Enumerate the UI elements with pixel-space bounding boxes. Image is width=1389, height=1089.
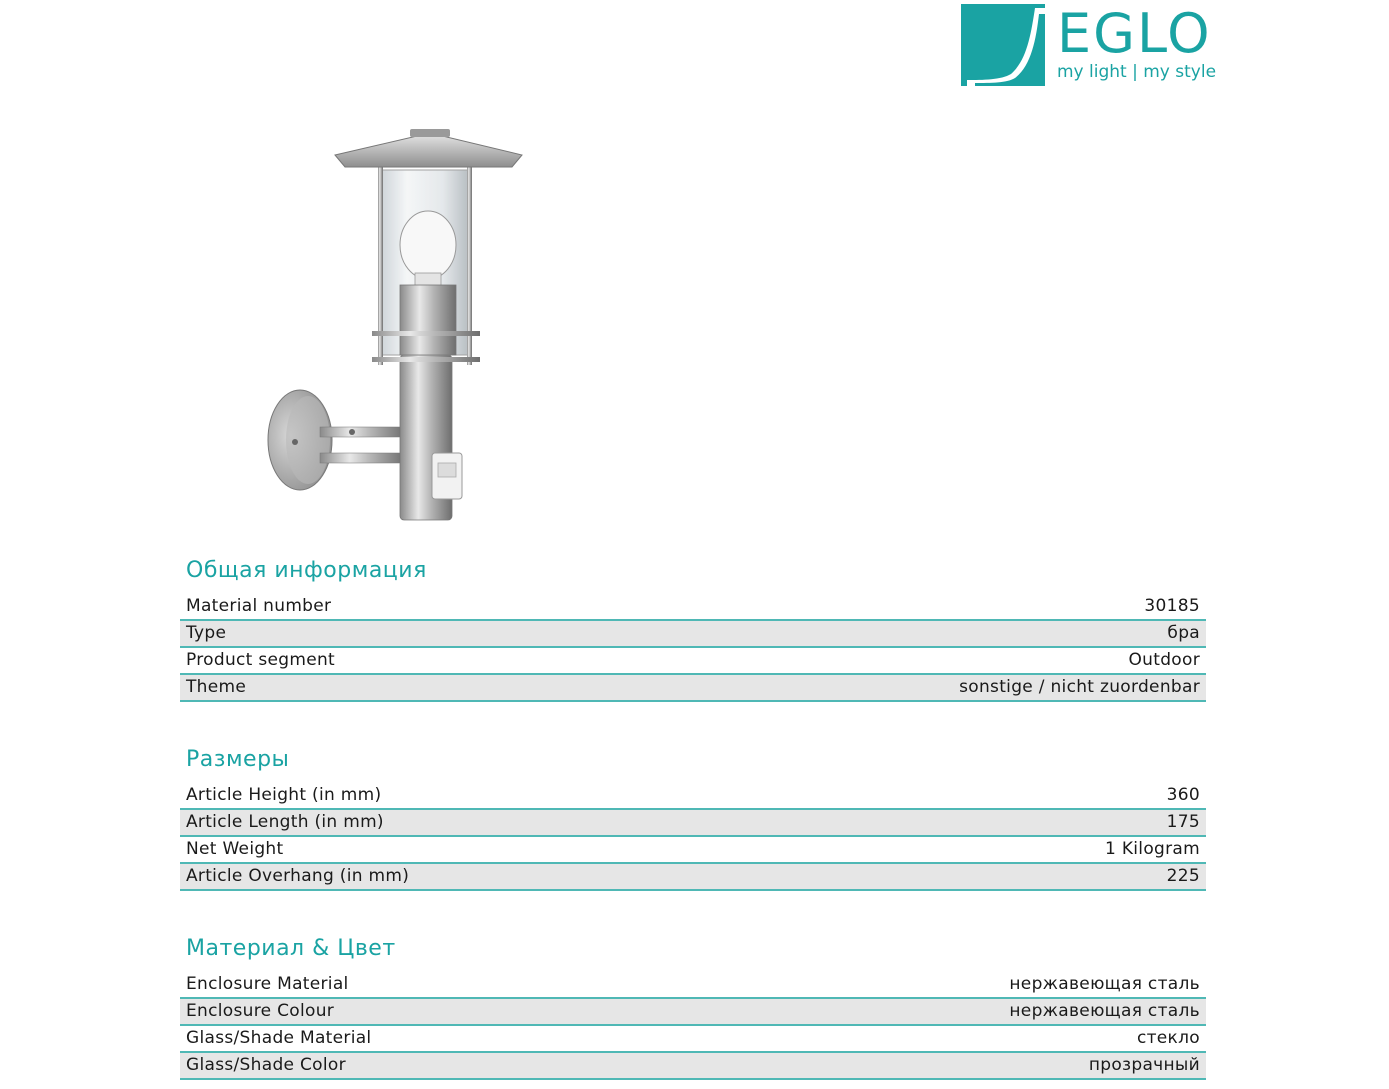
table-row [180, 837, 1206, 864]
table-row [180, 648, 1206, 675]
row-label: Theme [186, 677, 247, 697]
row-value: Outdoor [1128, 650, 1200, 670]
row-value: стекло [1136, 1028, 1200, 1048]
row-label: Enclosure Colour [186, 1001, 335, 1021]
table-row [180, 864, 1206, 891]
row-label: Material number [186, 596, 332, 616]
row-value: прозрачный [1088, 1055, 1200, 1075]
row-value: 30185 [1144, 596, 1200, 616]
row-value: 1 Kilogram [1105, 839, 1200, 859]
table-row [180, 972, 1206, 999]
table-row [180, 675, 1206, 702]
row-label: Article Height (in mm) [186, 785, 382, 805]
material-color-section [180, 934, 1206, 1080]
section-title: Общая информация [186, 558, 427, 583]
eglo-logo-icon [961, 4, 1045, 86]
row-label: Enclosure Material [186, 974, 349, 994]
row-value: sonstige / nicht zuordenbar [959, 677, 1200, 697]
row-label: Product segment [186, 650, 336, 670]
row-value: 175 [1166, 812, 1200, 832]
table-row [180, 594, 1206, 621]
row-value: 360 [1166, 785, 1200, 805]
row-label: Net Weight [186, 839, 284, 859]
dimensions-section [180, 745, 1206, 891]
row-label: Type [186, 623, 227, 643]
section-title: Материал & Цвет [186, 936, 396, 961]
table-row [180, 999, 1206, 1026]
brand-name: EGLO [1057, 2, 1212, 65]
row-value: бра [1167, 623, 1200, 643]
row-label: Article Overhang (in mm) [186, 866, 410, 886]
row-value: нержавеющая сталь [1009, 1001, 1200, 1021]
row-label: Article Length (in mm) [186, 812, 384, 832]
brand-logo [961, 2, 1217, 90]
table-row [180, 783, 1206, 810]
general-info-section [180, 556, 1206, 702]
table-row [180, 1053, 1206, 1080]
row-label: Glass/Shade Material [186, 1028, 372, 1048]
brand-tagline: my light | my style [1057, 62, 1217, 82]
table-row [180, 621, 1206, 648]
row-value: 225 [1166, 866, 1200, 886]
table-row [180, 810, 1206, 837]
row-label: Glass/Shade Color [186, 1055, 346, 1075]
outdoor-wall-lamp-icon [260, 125, 530, 525]
section-title: Размеры [186, 747, 290, 772]
row-value: нержавеющая сталь [1009, 974, 1200, 994]
table-row [180, 1026, 1206, 1053]
